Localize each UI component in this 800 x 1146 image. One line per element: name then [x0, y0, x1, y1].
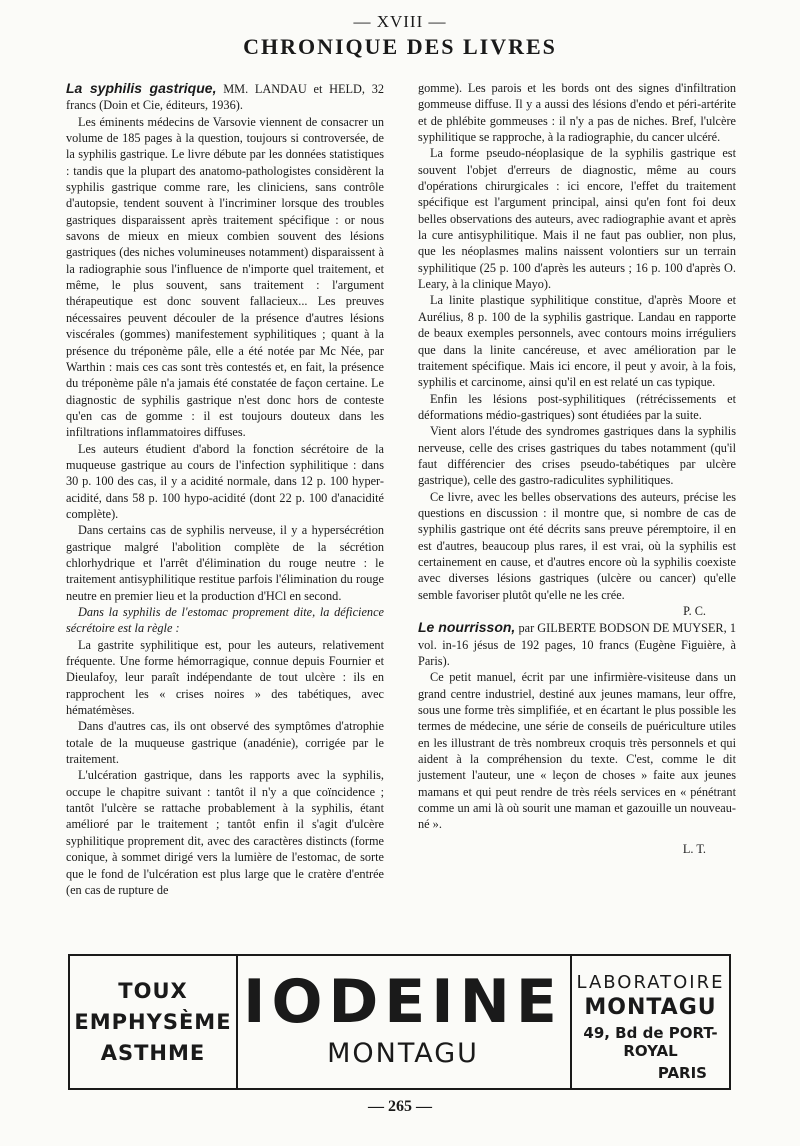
- book-title: La syphilis gastrique,: [66, 80, 217, 96]
- paragraph: Les éminents médecins de Varsovie viennent de consacrer un volume de 185 pages à la question, toujours si controversée, de la syphilis gastrique. Le livre débute par les données statistiques : tandis que la plupart des anatomo-pathologistes considèrent la syphilis gastrique comme rare, les cliniciens, sans contrôle d'autopsie, tendent souvent à l'incriminer lorsque des troubles gastriques disparaissent après traitement spécifique : or nous savons de mieux en mieux combien souvent des lésions gastriques (des niches volumineuses notamment) disparaissent à la radiographie sous l'influence de n'importe quel traitement, et même, le plus souvent, sans traitement : l'argument thérapeutique est donc souvent fallacieux... Les preuves nécessaires peuvent découler de la présence d'autres lésions viscérales (gommes) manifestement syphilitiques ; quant à la présence du tréponème pâle, elle a été notée par Mc Née, par Warthin : mais ces cas sont très contestés et, en fait, la présence du tréponème pâle n'a jamais été constatée de façon certaine. Le diagnostic de syphilis gastrique n'est donc hors de conteste qu'en cas de gomme : il est toujours douteux dans les infiltrations inflammatoires diffuses.: [66, 114, 384, 440]
- paragraph: Ce petit manuel, écrit par une infirmière-visiteuse dans un grand centre industriel, destiné aux jeunes mamans, leur offre, sous une forme très simplifiée, et en écartant le plus possible les termes de médecine, une série de conseils de puériculture utiles en les illustrant de très nombreux croquis très personnels et qui aident à la compréhension du texte. C'est, comme le dit justement l'auteur, une « leçon de choses » faite aux jeunes mamans et qui peut rendre de très réels services en « pénétrant comme un ami là où sourit une maman et gazouille un nouveau-né ».: [418, 670, 736, 832]
- review-signature: L. T.: [682, 841, 706, 856]
- paragraph: Dans d'autres cas, ils ont observé des symptômes d'atrophie totale de la muqueuse gastrique (anadénie), corrigée par le traitement.: [66, 719, 384, 767]
- paragraph: La gastrite syphilitique est, pour les auteurs, relativement fréquente. Une forme hémorragique, connue depuis Fournier et Dieulafoy, leur paraît indépendante de tout ulcère : ils en rapprochent les « crises noires » des tabétiques, avec hématémèses.: [66, 637, 384, 718]
- ad-brand-block: [236, 956, 572, 1088]
- ad-indication: TOUX: [118, 978, 188, 1003]
- review-heading: [418, 619, 736, 669]
- paragraph: Dans la syphilis de l'estomac proprement dite, la déficience sécrétoire est la règle :: [66, 605, 384, 636]
- ad-lab-line: LABORATOIRE: [576, 972, 725, 993]
- ad-laboratory: [570, 956, 731, 1088]
- review-signature: P. C.: [683, 604, 706, 618]
- paragraph: Ce livre, avec les belles observations des auteurs, précise les questions en discussion : il montre que, si nombre de cas de syphilis gastrique ont été décrits sans preuve péremptoire, il en est d'autres, beaucoup plus rares, il est vrai, où la syphilis est certainement en cause, et d'autres encore où la syphilis coexiste avec diverses lésions gastriques (ulcère ou cancer) qu'elle semble favoriser plutôt qu'elle ne les crée.: [418, 489, 736, 602]
- page-title: CHRONIQUE DES LIVRES: [243, 34, 557, 59]
- right-column: [418, 80, 736, 857]
- paragraph: La linite plastique syphilitique constitue, d'après Moore et Aurélius, 8 p. 100 de la syphilis gastrique. Landau en rapporte de beaux exemples personnels, avec contours moins irréguliers que dans la linite cancéreuse, et avec amélioration par le traitement spécifique. Mais ici encore, il peut y avoir, à la fois, syphilis et carcinome, ainsi qu'il en est relaté un cas typique.: [418, 293, 736, 390]
- ad-lab-city: PARIS: [657, 1064, 707, 1082]
- book-details: par GILBERTE BODSON DE MUYSER, 1 vol. in-16 jésus de 192 pages, 10 francs (Eugène Figuière, à Paris).: [418, 621, 736, 669]
- ad-indication: EMPHYSÈME: [74, 1009, 232, 1034]
- left-column: [66, 80, 384, 898]
- paragraph: Dans certains cas de syphilis nerveuse, il y a hypersécrétion gastrique malgré l'abolition complète de la sécrétion chlorhydrique et l'arrêt d'élimination du rouge neutre : le traitement antisyphilitique restitue parfois l'élimination du rouge neutre en premier lieu et la production d'HCl en second.: [66, 523, 384, 603]
- review-heading: [66, 80, 384, 114]
- book-title: Le nourrisson,: [418, 619, 516, 636]
- book-details: MM. LANDAU et HELD, 32 francs (Doin et Cie, éditeurs, 1936).: [66, 82, 384, 113]
- paragraph: gomme). Les parois et les bords ont des signes d'infiltration gommeuse diffuse. Il y a aussi des lésions d'endo et péri-artérite et de phlébite gommeuses : il n'y a pas de niches. Bref, l'ulcère syphilitique se rapproche, à la radiographie, du cancer ulcéré.: [418, 81, 736, 145]
- paragraph: Enfin les lésions post-syphilitiques (rétrécissements et déformations médio-gastriques) sont étudiées par la suite.: [418, 391, 736, 422]
- ad-indications: [70, 956, 238, 1088]
- paragraph: L'ulcération gastrique, dans les rapports avec la syphilis, occupe le chapitre suivant : tantôt il n'y a que coïncidence ; tantôt l'ulcère se rattache probablement à la syphilis, étant amélioré par le traitement ; tantôt enfin il s'agit d'ulcère syphilitique proprement dit, avec des caractères distincts (forme conique, à sommet dirigé vers la lumière de l'estomac, de sorte que le fond de l'ulcération est plus large que le cratère d'entrée (en cas de rupture de: [66, 768, 384, 897]
- ad-indication: ASTHME: [100, 1040, 206, 1065]
- running-header: — XVIII —: [353, 12, 447, 31]
- advertisement: [68, 954, 731, 1090]
- ad-lab-name: MONTAGU: [584, 995, 717, 1020]
- ad-lab-address: 49, Bd de PORT-ROYAL: [583, 1024, 718, 1060]
- ad-brand-subtitle: MONTAGU: [327, 1038, 479, 1069]
- page-number: — 265 —: [368, 1098, 432, 1115]
- ad-brand-name: IODEINE: [243, 967, 563, 1037]
- paragraph: Les auteurs étudient d'abord la fonction sécrétoire de la muqueuse gastrique au cours de l'infection syphilitique : dans 30 p. 100 des cas, il y a acidité normale, dans 12 p. 100 hyper-acidité, dans 58 p. 100 hypo-acidité (dont 22 p. 100 d'anacidité complète).: [66, 441, 384, 521]
- paragraph: La forme pseudo-néoplasique de la syphilis gastrique est souvent l'objet d'erreurs de diagnostic, même au cours d'opérations chirurgicales : ici encore, l'effet du traitement spécifique est l'argument principal, ainsi qu'en font foi deux belles observations des auteurs, avec radiographie avant et après la cure antisyphilitique. Mais il ne faut pas oublier, non plus, que les néoplasmes malins naissent volontiers sur un terrain syphilitique (25 p. 100 d'après les auteurs ; 16 p. 100 d'après O. Leary, à la clinique Mayo).: [418, 146, 736, 292]
- paragraph: Vient alors l'étude des syndromes gastriques dans la syphilis nerveuse, celle des crises gastriques du tabes notamment (qu'il faut différencier des crises pseudo-tabétiques par ulcère gastrique), celle des gastro-radiculites syphilitiques.: [418, 424, 736, 488]
